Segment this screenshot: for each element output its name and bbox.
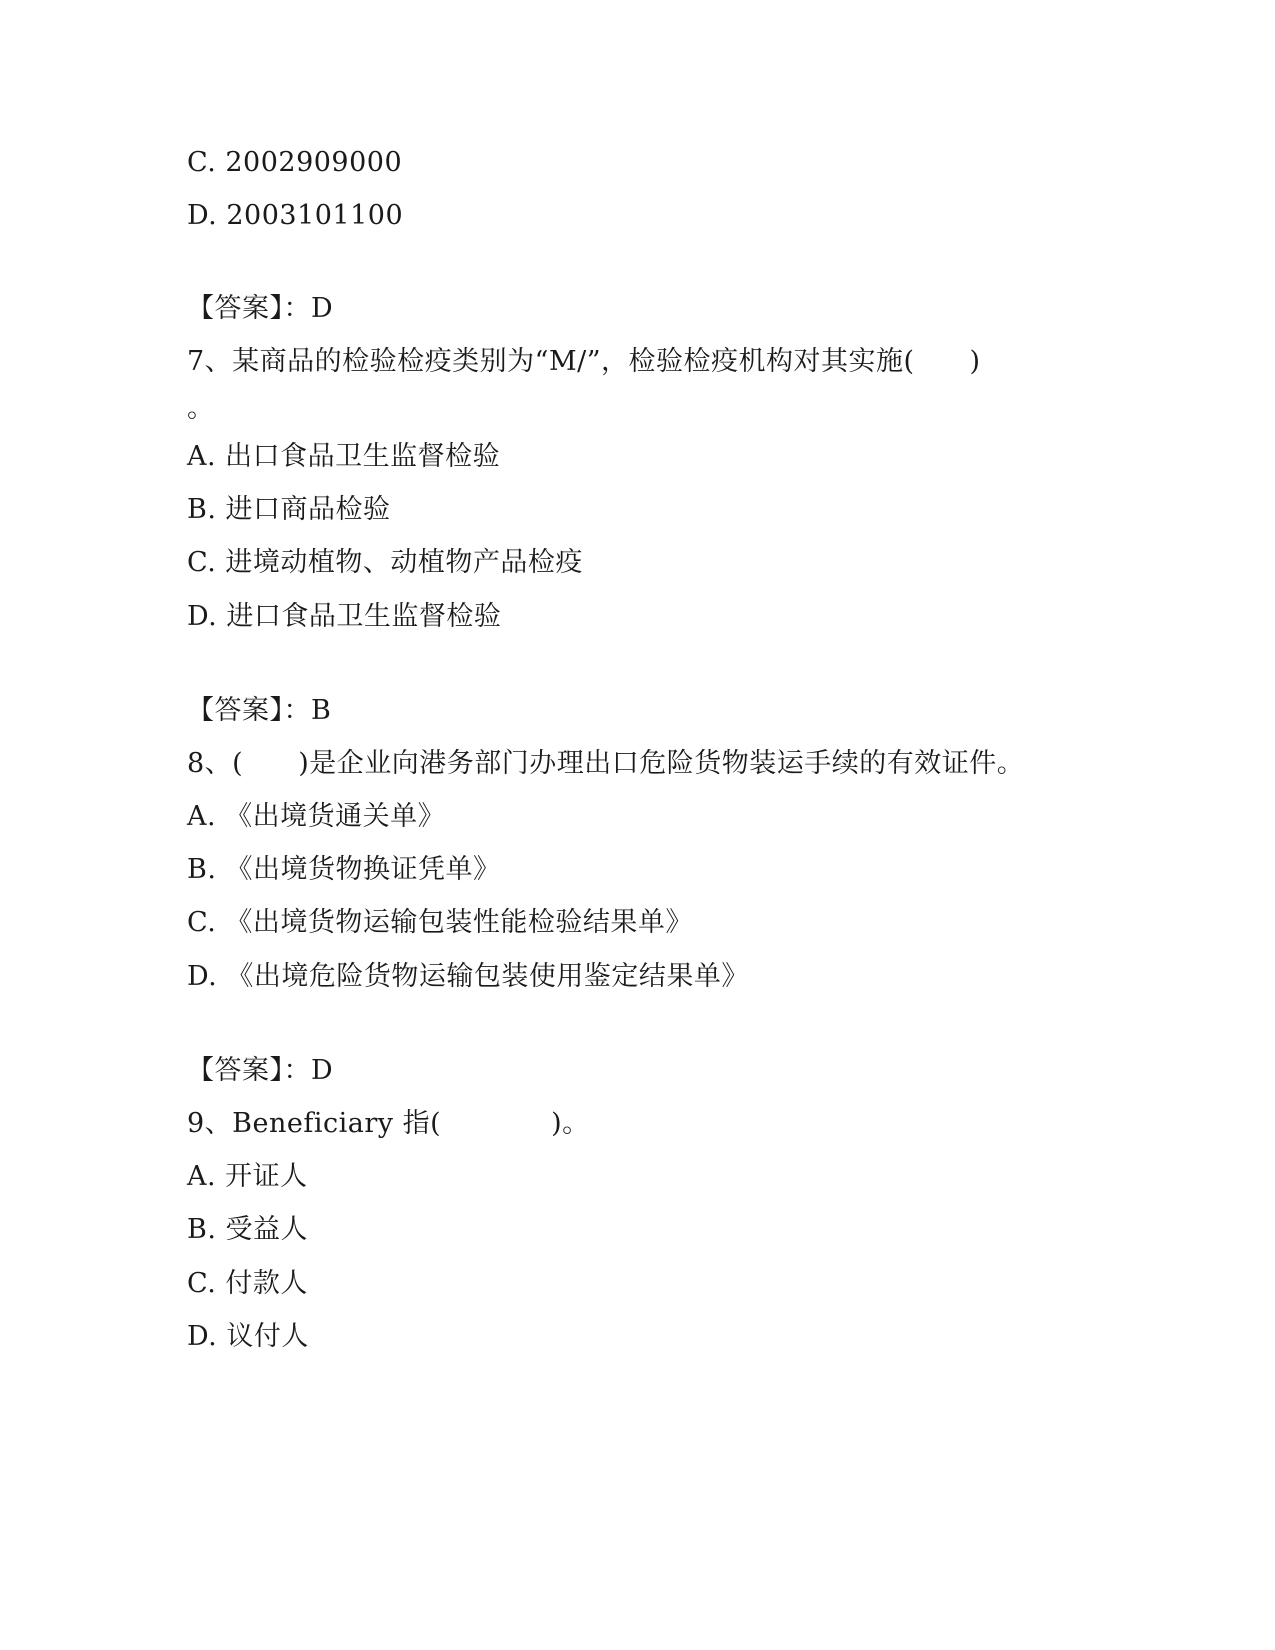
q6-option-d: D. 2003101100 (187, 200, 404, 231)
q9-option-d: D. 议付人 (187, 1321, 309, 1352)
q7-stem: 7、某商品的检验检疫类别为“M/”，检验检疫机构对其实施( ) (187, 346, 981, 377)
q9-option-a: A. 开证人 (187, 1161, 308, 1192)
q8-answer: 【答案】：D (187, 1055, 334, 1086)
q7-option-c: C. 进境动植物、动植物产品检疫 (187, 547, 583, 578)
q7-option-d: D. 进口食品卫生监督检验 (187, 601, 502, 632)
q9-option-c: C. 付款人 (187, 1268, 308, 1299)
q8-option-b: B. 《出境货物换证凭单》 (187, 854, 501, 885)
q9-option-b: B. 受益人 (187, 1214, 309, 1245)
q8-option-d: D. 《出境危险货物运输包装使用鉴定结果单》 (187, 961, 749, 992)
q7-option-a: A. 出口食品卫生监督检验 (187, 441, 501, 472)
q9-stem: 9、Beneficiary 指( )。 (187, 1108, 590, 1139)
q6-option-c: C. 2002909000 (187, 147, 403, 178)
q6-answer: 【答案】：D (187, 293, 334, 324)
q7-option-b: B. 进口商品检验 (187, 494, 391, 525)
q8-option-a: A. 《出境货通关单》 (187, 801, 446, 832)
q7-answer: 【答案】：B (187, 695, 332, 726)
q8-option-c: C. 《出境货物运输包装性能检验结果单》 (187, 907, 693, 938)
q8-stem: 8、( )是企业向港务部门办理出口危险货物装运手续的有效证件。 (187, 748, 1025, 779)
q7-stem-continuation: 。 (187, 393, 215, 424)
